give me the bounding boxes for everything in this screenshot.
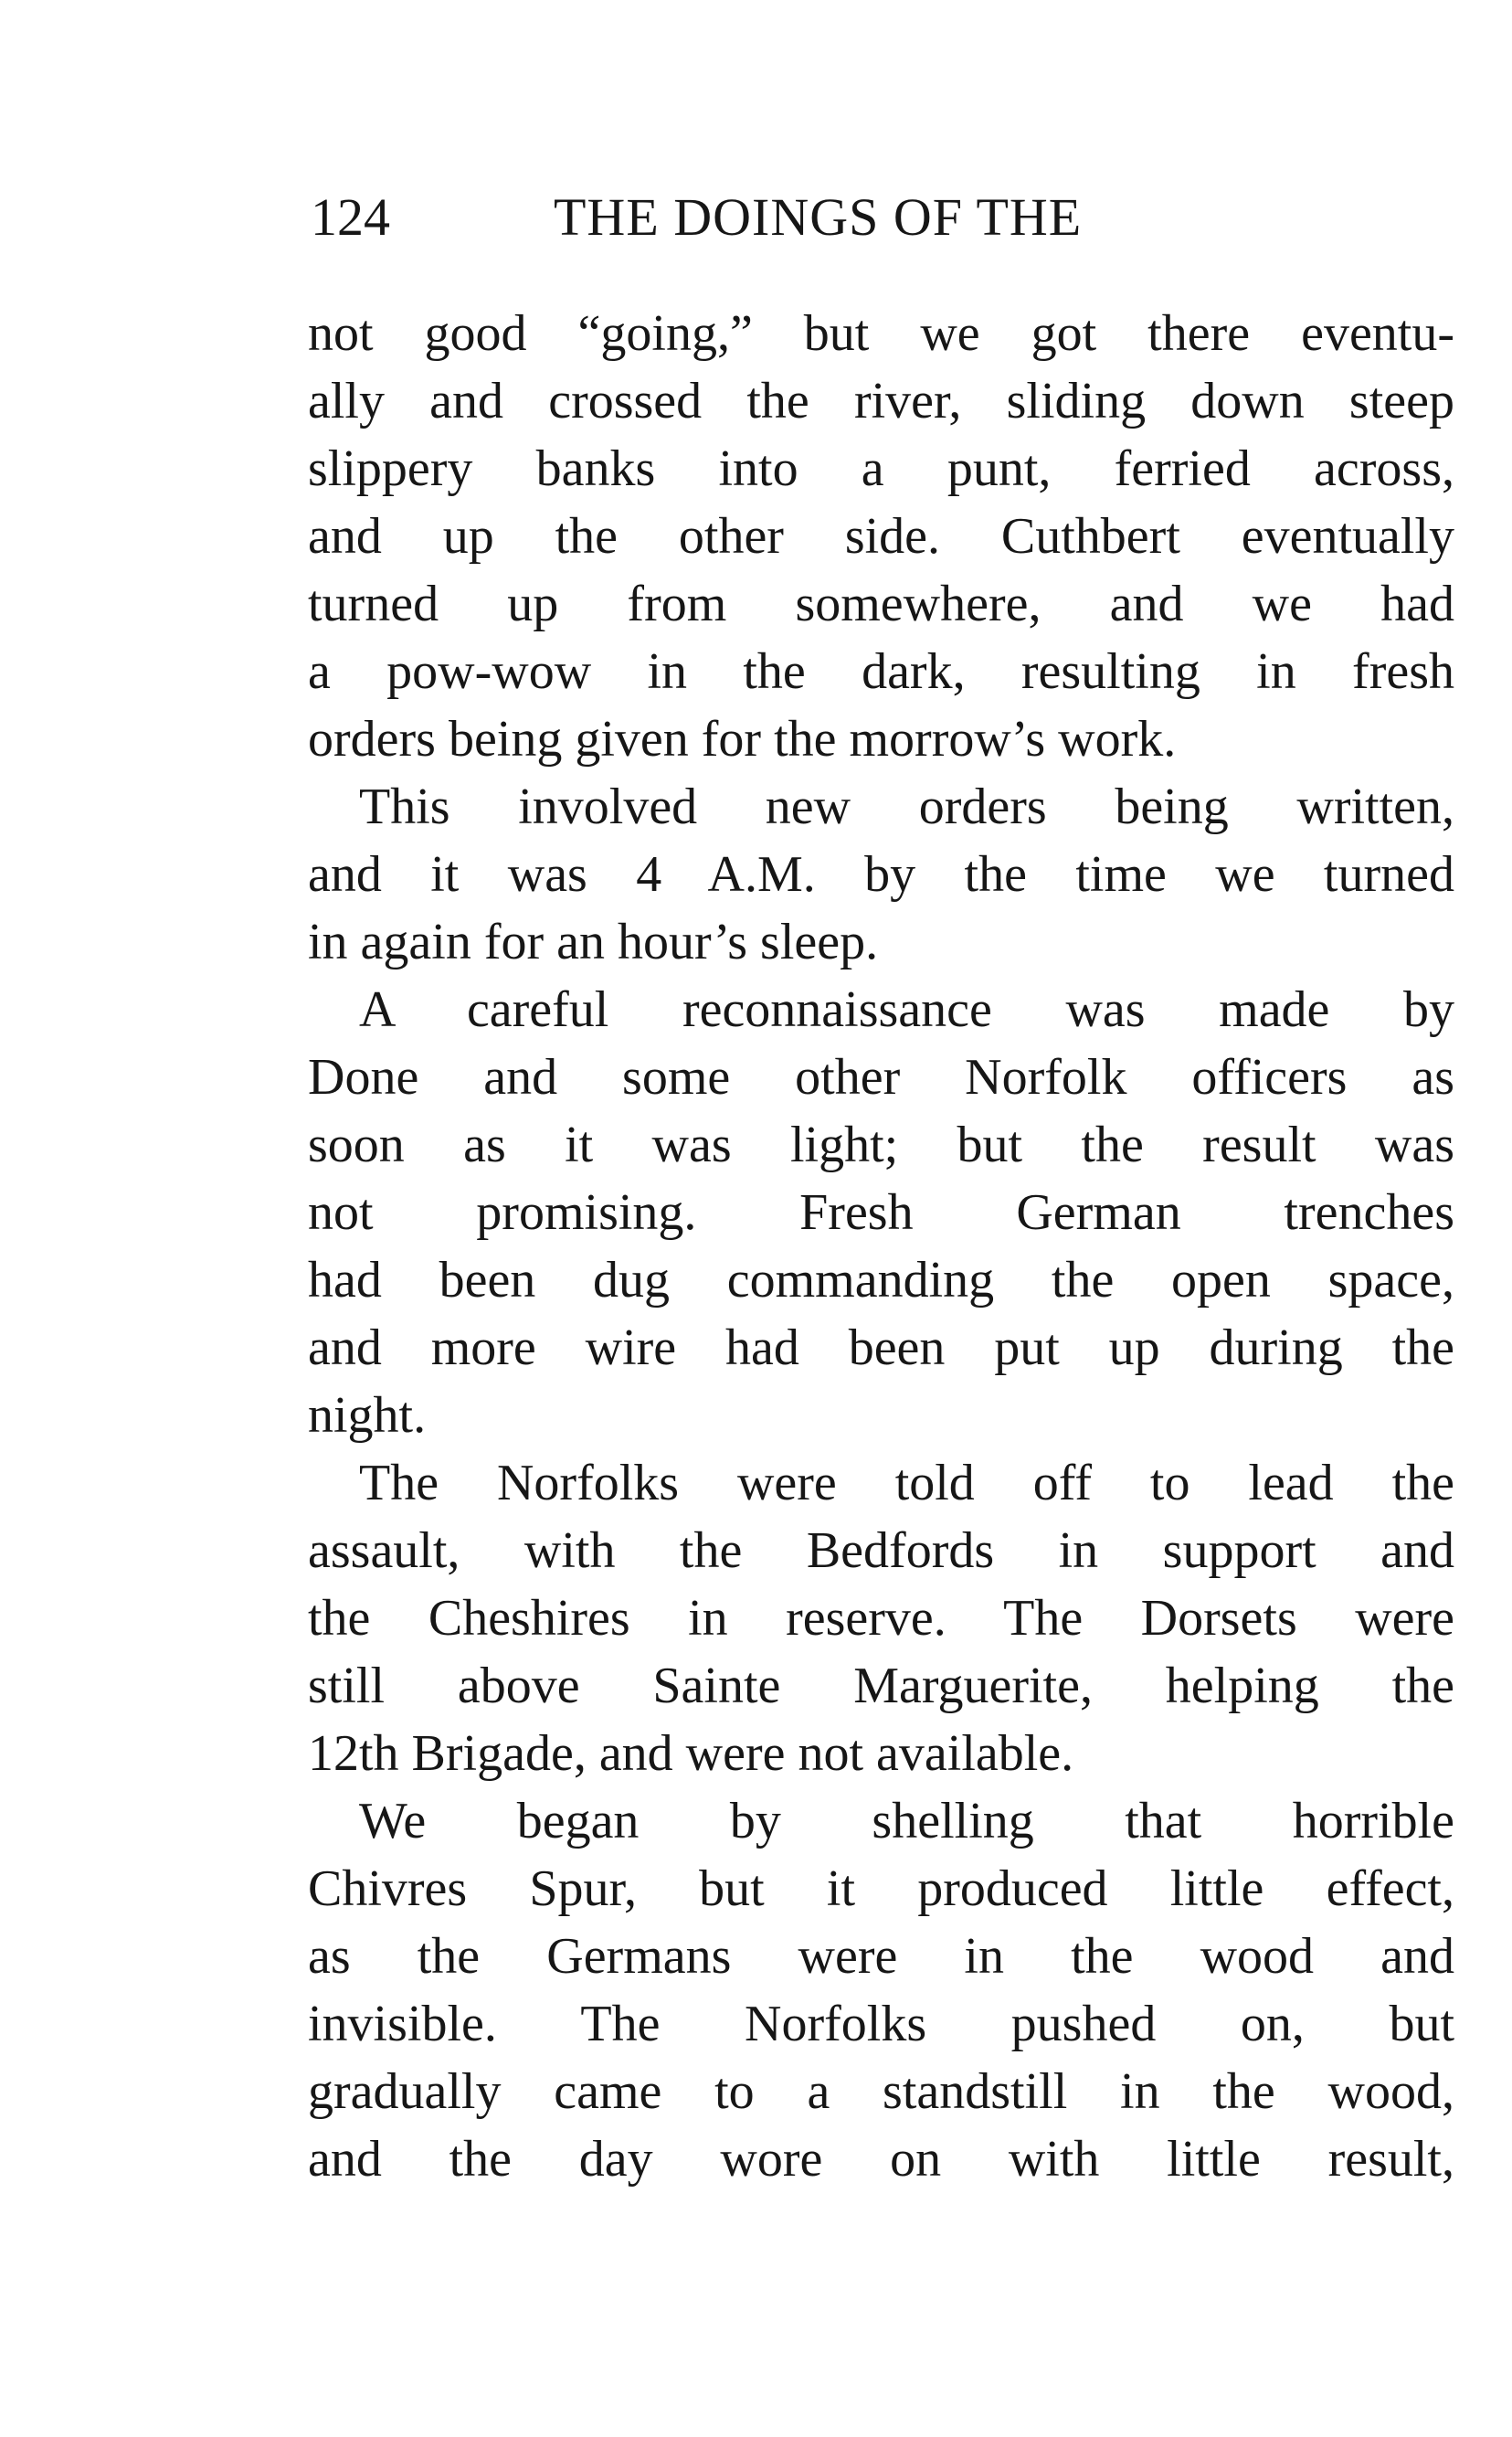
text-line: The Norfolks were told off to lead the — [359, 1455, 1454, 1511]
paragraph — [308, 773, 1454, 976]
text-line: night. — [308, 1387, 427, 1444]
text-line: still above Sainte Marguerite, helping the — [308, 1658, 1454, 1714]
text-line: invisible. The Norfolks pushed on, but — [308, 1996, 1454, 2052]
text-line: and the day wore on with little result, — [308, 2131, 1454, 2188]
text-line: gradually came to a standstill in the wood, — [308, 2063, 1454, 2120]
text-line: slippery banks into a punt, ferried across, — [308, 440, 1454, 497]
text-line: ally and crossed the river, sliding down steep — [308, 373, 1454, 429]
running-title: THE DOINGS OF THE — [554, 187, 1083, 247]
text-line: had been dug commanding the open space, — [308, 1252, 1454, 1309]
text-line: This involved new orders being written, — [359, 779, 1454, 835]
text-line: the Cheshires in reserve. The Dorsets were — [308, 1590, 1454, 1647]
paragraph — [308, 976, 1454, 1449]
text-line: We began by shelling that horrible — [359, 1793, 1454, 1849]
text-line: soon as it was light; but the result was — [308, 1117, 1454, 1173]
body-text — [308, 300, 1454, 2193]
text-line: not promising. Fresh German trenches — [308, 1184, 1454, 1241]
text-line: and it was 4 A.M. by the time we turned — [308, 846, 1454, 903]
text-line: in again for an hour’s sleep. — [308, 914, 879, 970]
paragraph — [308, 1787, 1454, 2193]
text-line: a pow-wow in the dark, resulting in fresh — [308, 643, 1454, 700]
text-line: Chivres Spur, but it produced little effect, — [308, 1860, 1454, 1917]
text-line: and more wire had been put up during the — [308, 1319, 1454, 1376]
paragraph — [308, 300, 1454, 773]
paragraph — [308, 1449, 1454, 1787]
text-line: A careful reconnaissance was made by — [359, 981, 1454, 1038]
text-line: and up the other side. Cuthbert eventually — [308, 508, 1454, 565]
text-line: assault, with the Bedfords in support and — [308, 1522, 1454, 1579]
text-line: as the Germans were in the wood and — [308, 1928, 1454, 1985]
text-line: not good “going,” but we got there eventu- — [308, 305, 1454, 362]
text-line: Done and some other Norfolk officers as — [308, 1049, 1454, 1106]
text-line: orders being given for the morrow’s work. — [308, 711, 1177, 768]
text-line: turned up from somewhere, and we had — [308, 576, 1454, 632]
page-number: 124 — [311, 187, 390, 247]
running-head — [311, 181, 1224, 254]
text-line: 12th Brigade, and were not available. — [308, 1725, 1074, 1782]
